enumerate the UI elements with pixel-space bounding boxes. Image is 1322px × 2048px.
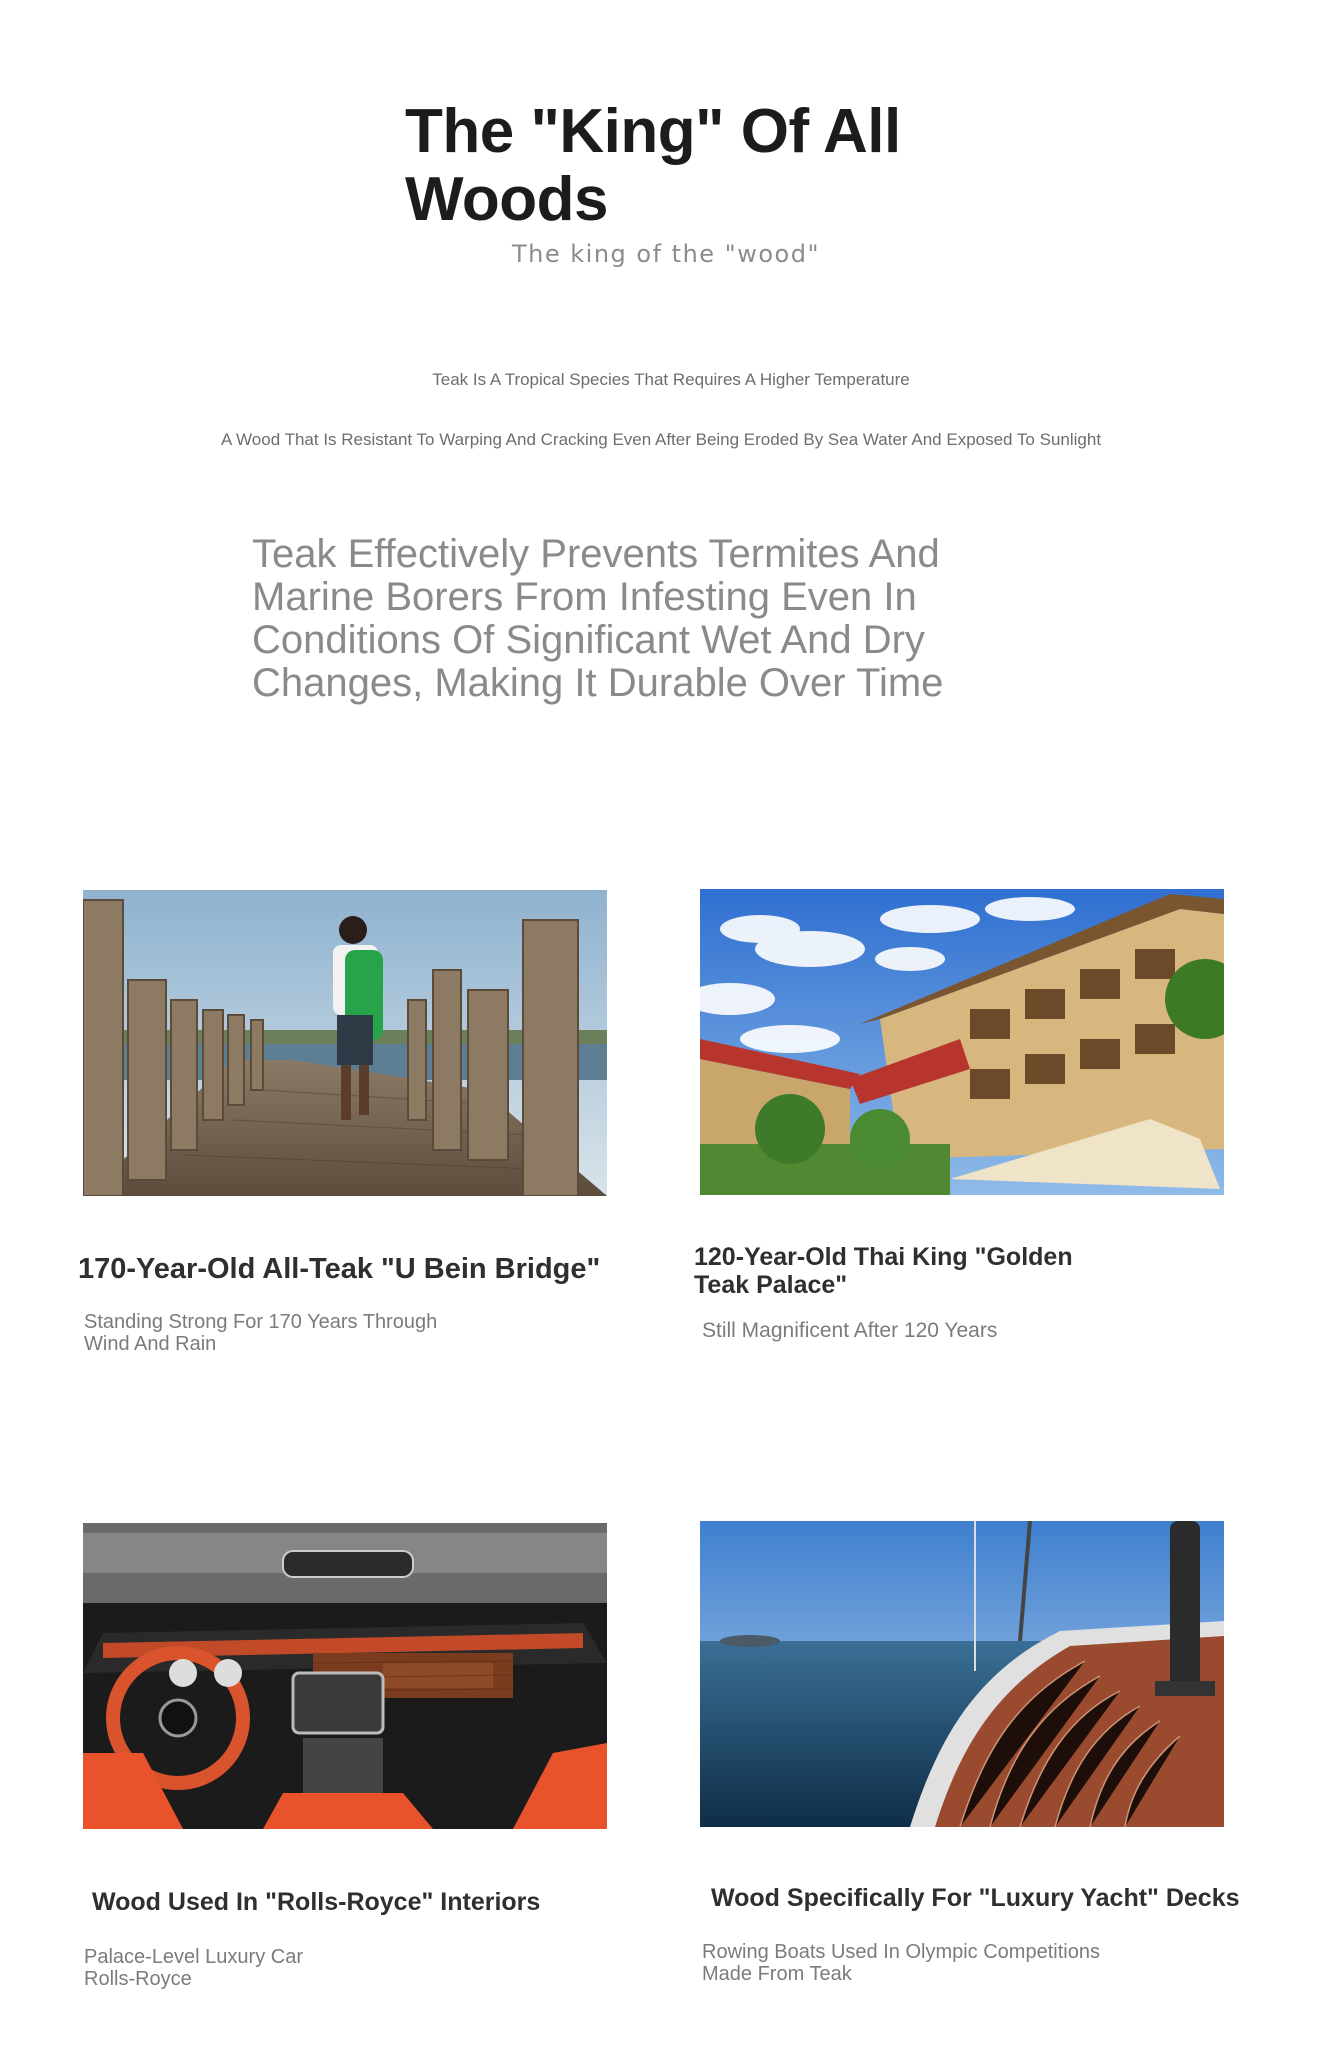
page-subtitle: The king of the "wood" bbox=[512, 240, 820, 268]
card-2-title bbox=[694, 1243, 1073, 1299]
card-2-desc: Still Magnificent After 120 Years bbox=[702, 1319, 998, 1342]
card-1-title: 170-Year-Old All-Teak "U Bein Bridge" bbox=[78, 1253, 601, 1285]
card-3-title: Wood Used In "Rolls-Royce" Interiors bbox=[92, 1888, 541, 1916]
card-2-title-line-1: 120-Year-Old Thai King "Golden bbox=[694, 1243, 1073, 1271]
card-4-title: Wood Specifically For "Luxury Yacht" Decks bbox=[711, 1884, 1240, 1912]
page-title: The "King" Of All Woods bbox=[405, 97, 901, 234]
card-4-desc-line-1: Rowing Boats Used In Olympic Competitions bbox=[702, 1941, 1100, 1963]
u-bein-bridge-image bbox=[83, 890, 607, 1196]
card-1-desc-line-2: Wind And Rain bbox=[84, 1333, 217, 1355]
card-3-desc bbox=[84, 1946, 303, 1990]
intro-line-2: A Wood That Is Resistant To Warping And Cracking Even After Being Eroded By Sea Water And Exposed To Sunlight bbox=[220, 430, 1102, 449]
intro-line-1: Teak Is A Tropical Species That Requires A Higher Temperature bbox=[432, 370, 910, 389]
card-2-title-line-2: Teak Palace" bbox=[694, 1271, 848, 1299]
card-1-desc bbox=[84, 1311, 437, 1355]
card-3-desc-line-2: Rolls-Royce bbox=[84, 1968, 192, 1990]
card-1-desc-line-1: Standing Strong For 170 Years Through bbox=[84, 1311, 438, 1333]
golden-teak-palace-image bbox=[700, 889, 1224, 1195]
palace-illustration bbox=[700, 889, 1224, 1195]
yacht-illustration bbox=[700, 1521, 1224, 1827]
car-interior-illustration bbox=[83, 1523, 607, 1829]
card-4-desc-line-2: Made From Teak bbox=[702, 1963, 852, 1985]
card-4-desc bbox=[702, 1941, 1100, 1985]
card-3-desc-line-1: Palace-Level Luxury Car bbox=[84, 1946, 303, 1968]
bridge-illustration bbox=[83, 890, 607, 1196]
rolls-royce-interior-image bbox=[83, 1523, 607, 1829]
luxury-yacht-deck-image bbox=[700, 1521, 1224, 1827]
highlight-quote: Teak Effectively Prevents Termites And Marine Borers From Infesting Even In Conditions Of Significant Wet And Dry Changes, Making It Durable Over Time bbox=[252, 532, 944, 705]
